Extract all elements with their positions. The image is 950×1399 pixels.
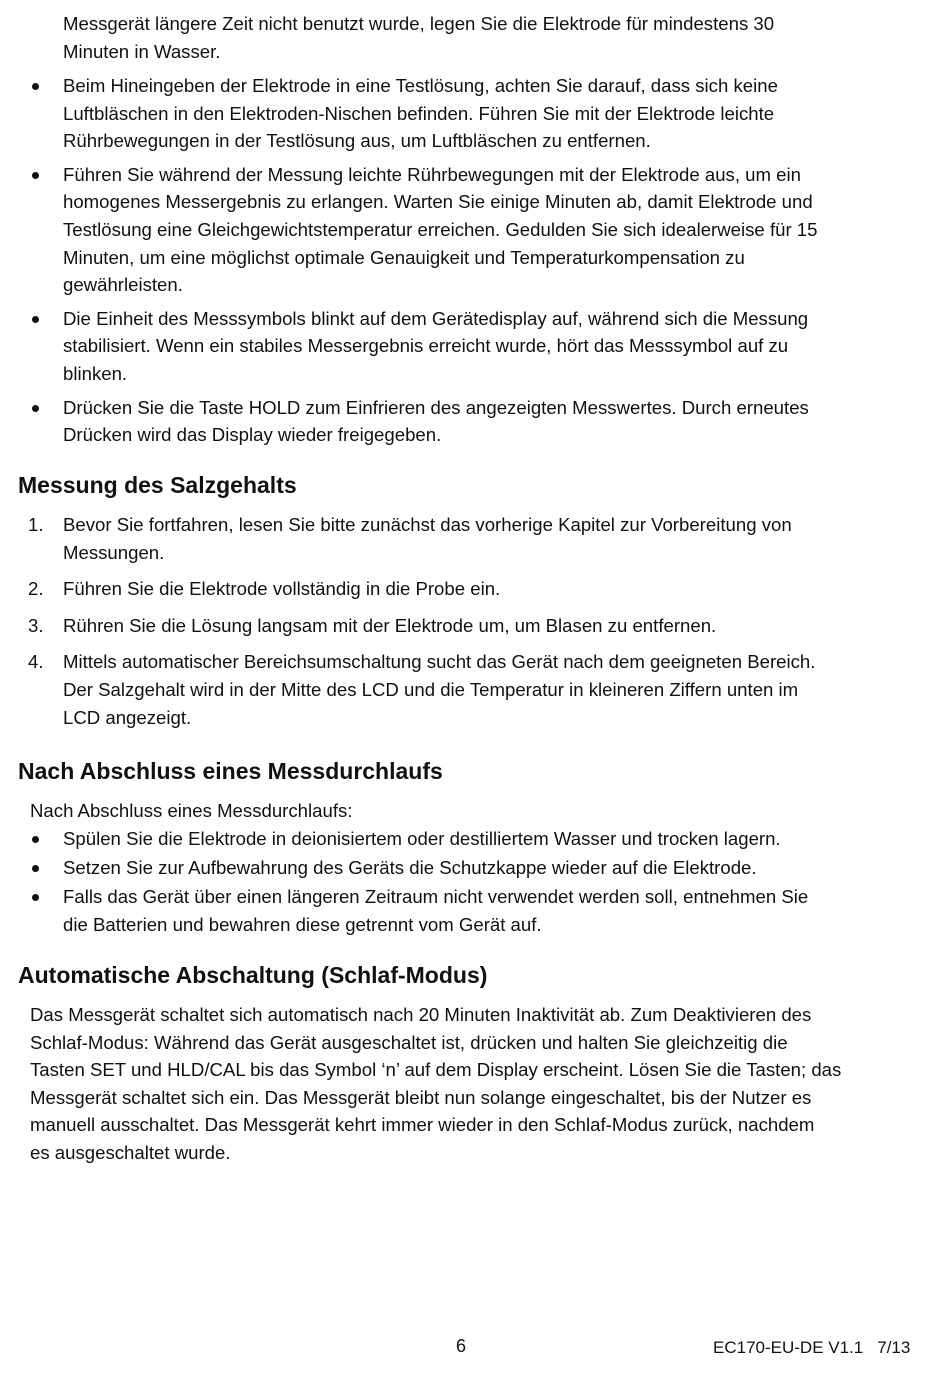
list-item — [18, 394, 918, 449]
text-line: Die Einheit des Messsymbols blinkt auf dem Gerätedisplay auf, während sich die Messung — [63, 307, 809, 329]
text-line: Drücken Sie die Taste HOLD zum Einfrieren des angezeigten Messwertes. Durch erneutes — [63, 396, 809, 418]
step-number: 1. — [28, 514, 44, 535]
intro-continuation — [63, 10, 774, 65]
text-line: Messgerät längere Zeit nicht benutzt wurde, legen Sie die Elektrode für mindestens 30 — [63, 13, 775, 34]
text-line: Das Messgerät schaltet sich automatisch nach 20 Minuten Inaktivität ab. Zum Deaktivieren des — [30, 1004, 812, 1025]
bullet-marker — [32, 316, 39, 323]
list-item — [18, 612, 918, 640]
document-code — [713, 1336, 910, 1360]
text-line: Rührbewegungen in der Testlösung aus, um Luftbläschen zu entfernen. — [63, 130, 651, 152]
text-line: es ausgeschaltet wurde. — [30, 1141, 231, 1163]
text-line: Schlaf-Modus: Während das Gerät ausgeschaltet ist, drücken und halten Sie gleichzeitig die — [30, 1031, 788, 1053]
after-intro-text: Nach Abschluss eines Messdurchlaufs: — [30, 800, 353, 821]
list-item — [18, 825, 918, 853]
text-line: gewährleisten. — [63, 274, 183, 296]
page-number: 6 — [456, 1336, 467, 1356]
text-line: Beim Hineingeben der Elektrode in eine Testlösung, achten Sie darauf, dass sich keine — [63, 75, 778, 96]
text-line: Führen Sie die Elektrode vollständig in die Probe ein. — [63, 578, 501, 600]
bullet-marker — [32, 894, 39, 901]
text-line: Der Salzgehalt wird in der Mitte des LCD und die Temperatur in kleineren Ziffern unten im — [63, 678, 799, 700]
text-line: die Batterien und bewahren diese getrennt vom Gerät auf. — [63, 913, 542, 935]
step-number: 3. — [28, 614, 44, 636]
text-line: Spülen Sie die Elektrode in deionisiertem oder destilliertem Wasser und trocken lagern. — [63, 828, 781, 849]
section-heading-auto-off: Automatische Abschaltung (Schlaf-Modus) — [18, 962, 488, 988]
text-line: Setzen Sie zur Aufbewahrung des Geräts die Schutzkappe wieder auf die Elektrode. — [63, 856, 757, 878]
text-line: Minuten, um eine möglichst optimale Genauigkeit und Temperaturkompensation zu — [63, 246, 745, 268]
bullet-marker — [32, 865, 39, 872]
text-line: Luftbläschen in den Elektroden-Nischen befinden. Führen Sie mit der Elektrode leichte — [63, 102, 775, 124]
page-of-total: 7/13 — [877, 1338, 911, 1357]
text-line: LCD angezeigt. — [63, 706, 192, 728]
text-line: Falls das Gerät über einen längeren Zeitraum nicht verwendet werden soll, entnehmen Sie — [63, 886, 809, 908]
text-line: Drücken wird das Display wieder freigegeben. — [63, 424, 442, 446]
list-item — [18, 883, 918, 938]
doc-version: EC170-EU-DE V1.1 — [713, 1338, 864, 1357]
text-line: Messungen. — [63, 541, 165, 563]
bullet-marker — [32, 836, 39, 843]
text-line: stabilisiert. Wenn ein stabiles Messergebnis erreicht wurde, hört das Messsymbol auf zu — [63, 335, 789, 357]
text-line: Messgerät schaltet sich ein. Das Messgerät bleibt nun solange eingeschaltet, bis der Nutzer es — [30, 1086, 812, 1108]
text-line: Mittels automatischer Bereichsumschaltung sucht das Gerät nach dem geeigneten Bereich. — [63, 651, 816, 673]
list-item — [18, 511, 918, 566]
list-item — [18, 72, 918, 155]
list-item — [18, 305, 918, 388]
step-number: 4. — [28, 651, 44, 673]
text-line: manuell ausschaltet. Das Messgerät kehrt immer wieder in den Schlaf-Modus zurück, nachdem — [30, 1114, 815, 1136]
text-line: Testlösung eine Gleichgewichtstemperatur erreichen. Gedulden Sie sich idealerweise für 15 — [63, 218, 818, 240]
step-number: 2. — [28, 578, 44, 600]
bullet-marker — [32, 83, 39, 90]
after-bullet-list — [18, 825, 918, 938]
text-line: blinken. — [63, 362, 128, 384]
section-heading-salt: Messung des Salzgehalts — [18, 472, 297, 498]
bullet-marker — [32, 172, 39, 179]
list-item — [18, 854, 918, 882]
bullet-marker — [32, 405, 39, 412]
list-item — [18, 161, 918, 299]
auto-off-paragraph — [30, 1001, 841, 1167]
prep-bullet-list — [18, 72, 918, 449]
text-line: Führen Sie während der Messung leichte Rührbewegungen mit der Elektrode aus, um ein — [63, 163, 801, 185]
salt-steps-list — [18, 511, 918, 731]
text-line: Bevor Sie fortfahren, lesen Sie bitte zunächst das vorherige Kapitel zur Vorbereitung von — [63, 514, 792, 535]
text-line: Rühren Sie die Lösung langsam mit der Elektrode um, um Blasen zu entfernen. — [63, 614, 717, 636]
list-item — [18, 648, 918, 731]
text-line: Tasten SET und HLD/CAL bis das Symbol ‘n’ auf dem Display erscheint. Lösen Sie die Tasten; das — [30, 1059, 842, 1081]
text-line: homogenes Messergebnis zu erlangen. Warten Sie einige Minuten ab, damit Elektrode und — [63, 191, 813, 213]
list-item — [18, 575, 918, 603]
section-heading-after-measurement: Nach Abschluss eines Messdurchlaufs — [18, 758, 443, 784]
text-line: Minuten in Wasser. — [63, 40, 221, 62]
